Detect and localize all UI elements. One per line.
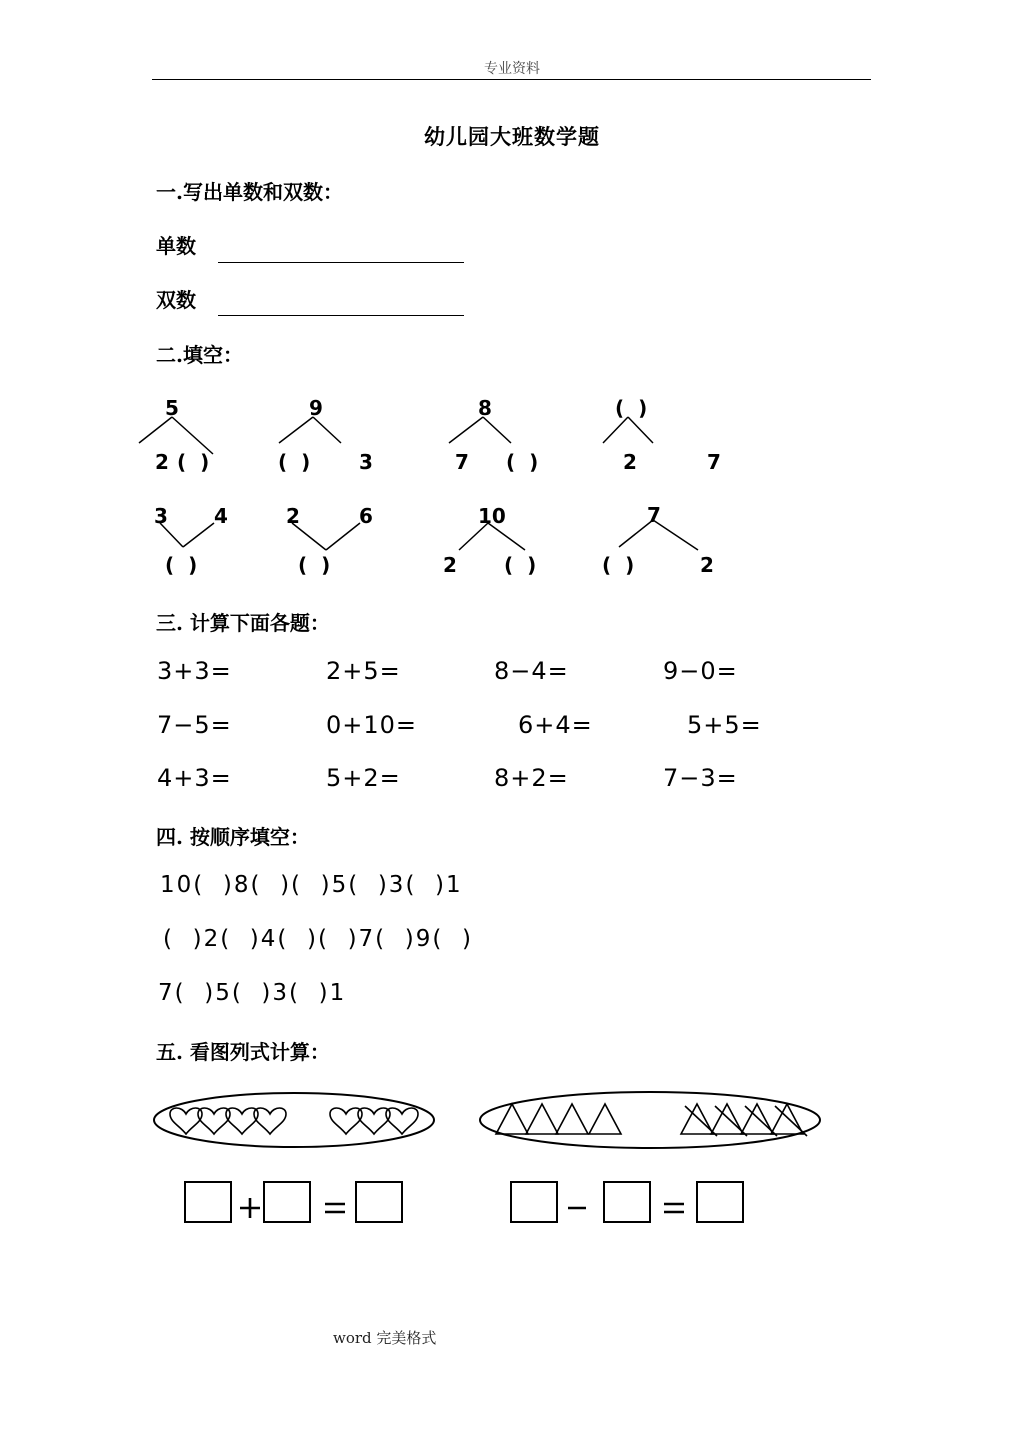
equation: 0+10= [326, 711, 418, 739]
tree-4-top-blank[interactable]: ( ) [615, 396, 648, 420]
odd-label: 单数 [156, 234, 196, 258]
equation: 8−4= [494, 657, 569, 685]
tree-6-left: 2 [286, 504, 300, 528]
section-4-heading: 四. 按顺序填空： [156, 825, 310, 849]
triangle-icon [711, 1104, 743, 1134]
section-3-heading: 三. 计算下面各题： [156, 611, 330, 635]
triangle-icon [741, 1104, 773, 1134]
section-1-heading: 一.写出单数和双数： [156, 180, 343, 204]
equation: 7−5= [157, 711, 232, 739]
page-footer: word 完美格式 [333, 1329, 437, 1347]
tree-1-left: 2 [155, 450, 169, 474]
hearts-group [154, 1093, 434, 1147]
page-header: 专业资料 [484, 61, 540, 77]
triangle-icon [771, 1104, 803, 1134]
tree-2-top: 9 [309, 396, 323, 420]
equation: 6+4= [518, 711, 593, 739]
tree-7-left: 2 [443, 553, 457, 577]
tree-7-top: 10 [478, 504, 506, 528]
sequence-row[interactable]: 7( )5( )3( )1 [158, 980, 347, 1006]
answer-box [511, 1182, 557, 1222]
equation: 5+2= [326, 764, 401, 792]
triangles-group [480, 1092, 820, 1148]
answer-box [604, 1182, 650, 1222]
sequence-row[interactable]: ( )2( )4( )( )7( )9( ) [163, 926, 473, 952]
tree-2-left-blank[interactable]: ( ) [278, 450, 311, 474]
page-title: 幼儿园大班数学题 [424, 124, 600, 149]
tree-6-right: 6 [359, 504, 373, 528]
tree-8-left-blank[interactable]: ( ) [602, 553, 635, 577]
tree-2-right: 3 [359, 450, 373, 474]
tree-4-left: 2 [623, 450, 637, 474]
tree-1-right-blank[interactable]: ( ) [177, 450, 210, 474]
heart-icon [254, 1108, 286, 1134]
triangle-icon [556, 1104, 588, 1134]
answer-box [185, 1182, 231, 1222]
heart-icon [170, 1108, 202, 1134]
heart-icon [226, 1108, 258, 1134]
tree-5-right: 4 [214, 504, 228, 528]
tree-5-bottom-blank[interactable]: ( ) [165, 553, 198, 577]
tree-8-top: 7 [647, 503, 661, 527]
tree-7-right-blank[interactable]: ( ) [504, 553, 537, 577]
equation: 8+2= [494, 764, 569, 792]
equation: 5+5= [687, 711, 762, 739]
heart-icon [330, 1108, 362, 1134]
tree-3-right-blank[interactable]: ( ) [506, 450, 539, 474]
triangle-icon [589, 1104, 621, 1134]
equation: 4+3= [157, 764, 232, 792]
answer-box [697, 1182, 743, 1222]
triangle-icon [496, 1104, 528, 1134]
equation: 9−0= [663, 657, 738, 685]
tree-6-bottom-blank[interactable]: ( ) [298, 553, 331, 577]
tree-3-top: 8 [478, 396, 492, 420]
equation: 2+5= [326, 657, 401, 685]
tree-5-left: 3 [154, 504, 168, 528]
heart-icon [358, 1108, 390, 1134]
answer-box [264, 1182, 310, 1222]
equation: 7−3= [663, 764, 738, 792]
tree-3-left: 7 [455, 450, 469, 474]
heart-icon [386, 1108, 418, 1134]
section-5-heading: 五. 看图列式计算： [156, 1040, 330, 1064]
tree-4-right: 7 [707, 450, 721, 474]
even-label: 双数 [156, 288, 196, 312]
tree-1-top: 5 [165, 396, 179, 420]
tree-8-right: 2 [700, 553, 714, 577]
triangle-icon [526, 1104, 558, 1134]
heart-icon [198, 1108, 230, 1134]
triangle-icon [681, 1104, 713, 1134]
answer-box [356, 1182, 402, 1222]
equation: 3+3= [157, 657, 232, 685]
sequence-row[interactable]: 10( )8( )( )5( )3( )1 [160, 872, 463, 898]
section-2-heading: 二.填空： [156, 343, 243, 367]
